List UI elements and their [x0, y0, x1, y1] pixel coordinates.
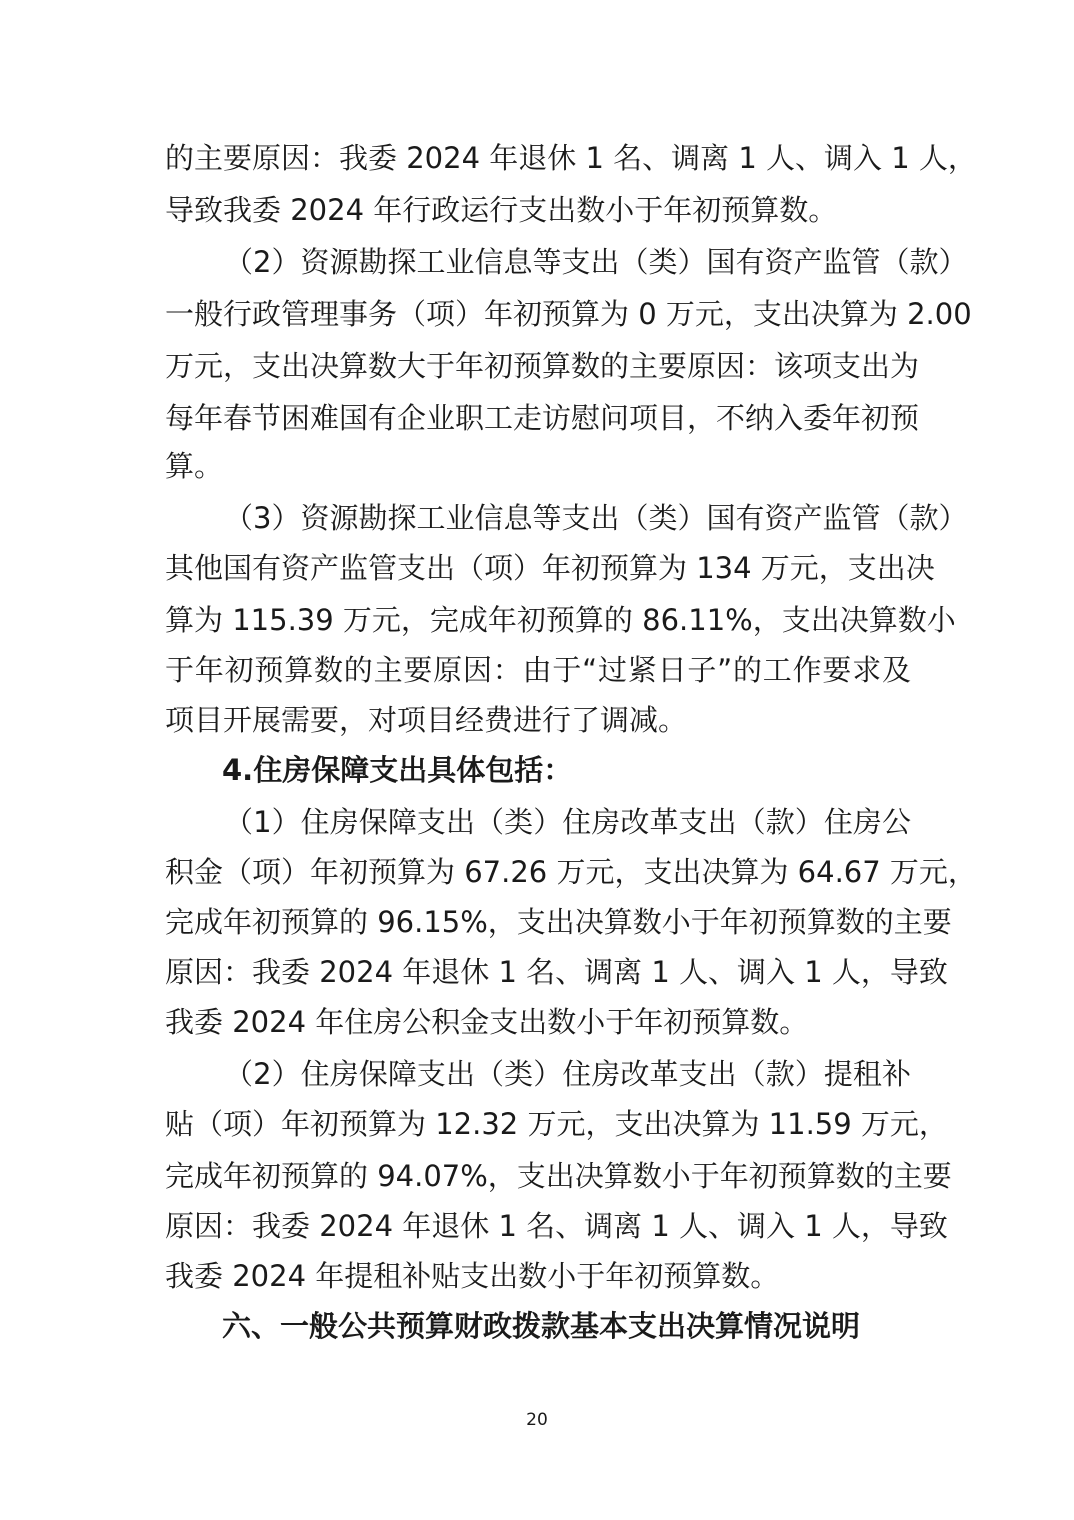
text-line: 每年春节困难国有企业职工走访慰问项目，不纳入委年初预	[165, 401, 920, 435]
text-line: 原因：我委 2024 年退休 1 名、调离 1 人、调入 1 人，导致	[165, 1209, 948, 1243]
text-line: （2）住房保障支出（类）住房改革支出（款）提租补	[224, 1057, 911, 1091]
text-line: 的主要原因：我委 2024 年退休 1 名、调离 1 人、调入 1 人，	[165, 141, 977, 175]
text-line: 贴（项）年初预算为 12.32 万元，支出决算为 11.59 万元，	[165, 1107, 948, 1141]
text-line: 万元，支出决算数大于年初预算数的主要原因：该项支出为	[165, 349, 920, 383]
text-line: 我委 2024 年住房公积金支出数小于年初预算数。	[165, 1005, 809, 1039]
text-line: 完成年初预算的 94.07%，支出决算数小于年初预算数的主要	[165, 1159, 952, 1193]
text-line: （3）资源勘探工业信息等支出（类）国有资产监管（款）	[224, 501, 968, 535]
text-line: 项目开展需要，对项目经费进行了调减。	[165, 703, 688, 737]
text-line: 原因：我委 2024 年退休 1 名、调离 1 人、调入 1 人，导致	[165, 955, 948, 989]
text-line: 我委 2024 年提租补贴支出数小于年初预算数。	[165, 1259, 780, 1293]
text-line: 算。	[165, 449, 224, 483]
text-line: 一般行政管理事务（项）年初预算为 0 万元，支出决算为 2.00	[165, 297, 972, 331]
text-line: 于年初预算数的主要原因：由于“过紧日子”的工作要求及	[165, 653, 911, 687]
section-heading: 六、一般公共预算财政拨款基本支出决算情况说明	[222, 1309, 861, 1343]
text-line: 其他国有资产监管支出（项）年初预算为 134 万元，支出决	[165, 551, 935, 585]
text-line: 导致我委 2024 年行政运行支出数小于年初预算数。	[165, 193, 838, 227]
text-line: （2）资源勘探工业信息等支出（类）国有资产监管（款）	[224, 245, 968, 279]
page-number: 20	[526, 1410, 548, 1430]
text-line: （1）住房保障支出（类）住房改革支出（款）住房公	[224, 805, 911, 839]
section-heading: 4.住房保障支出具体包括：	[222, 753, 573, 787]
text-line: 完成年初预算的 96.15%，支出决算数小于年初预算数的主要	[165, 905, 952, 939]
text-line: 算为 115.39 万元，完成年初预算的 86.11%，支出决算数小	[165, 603, 956, 637]
text-line: 积金（项）年初预算为 67.26 万元，支出决算为 64.67 万元，	[165, 855, 977, 889]
